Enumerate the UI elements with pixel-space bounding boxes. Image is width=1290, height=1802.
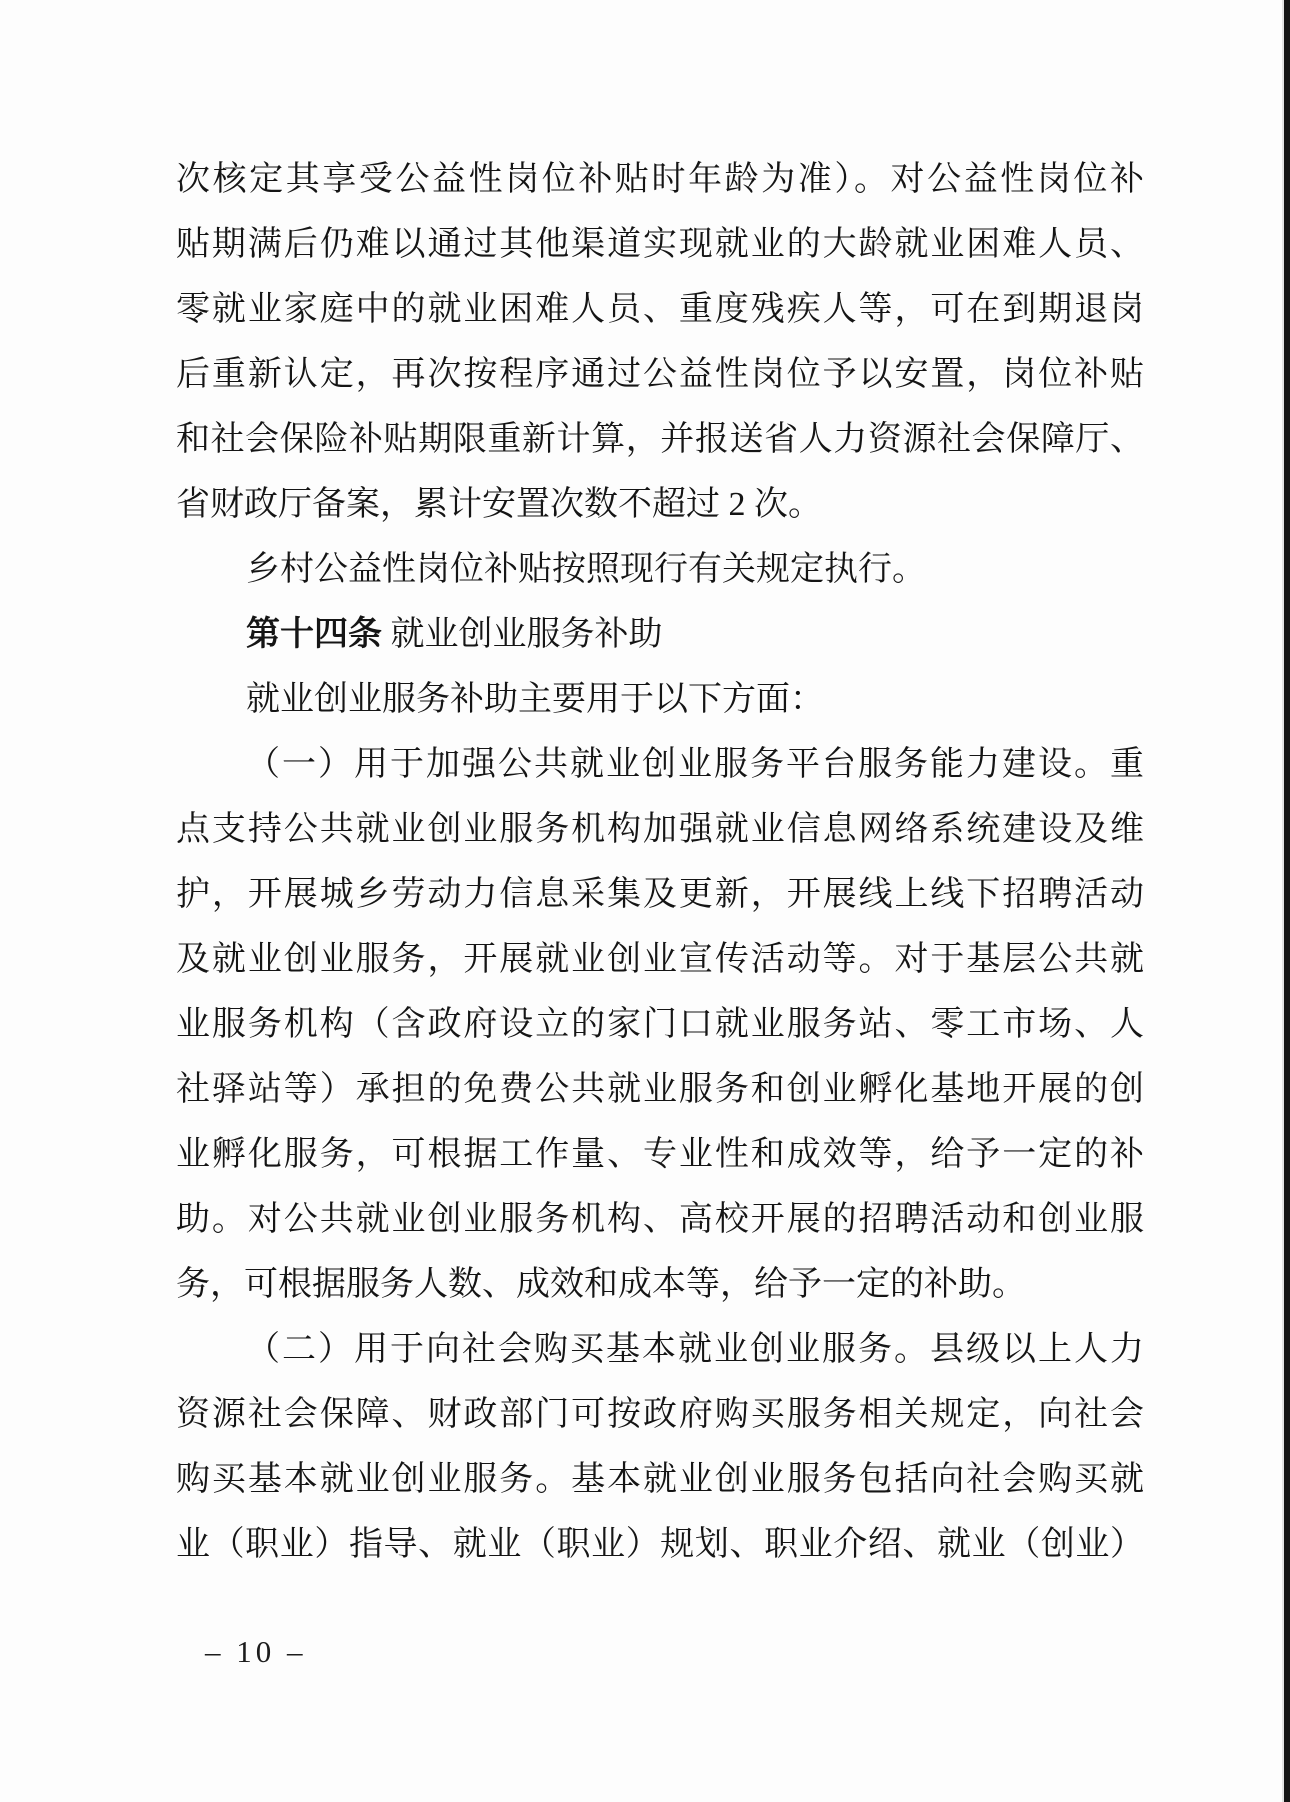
line-text: （一）用于加强公共就业创业服务平台服务能力建设。重 xyxy=(246,746,1144,783)
text-line xyxy=(176,1187,1144,1252)
text-line xyxy=(176,277,1144,342)
line-text: 就业创业服务补助 xyxy=(382,616,663,653)
line-text: 业服务机构（含政府设立的家门口就业服务站、零工市场、人 xyxy=(176,1006,1144,1043)
text-line xyxy=(176,732,1144,797)
line-text: 及就业创业服务，开展就业创业宣传活动等。对于基层公共就 xyxy=(176,941,1144,978)
text-line xyxy=(176,797,1144,862)
line-text: 省财政厅备案，累计安置次数不超过 2 次。 xyxy=(176,486,822,523)
line-text: 资源社会保障、财政部门可按政府购买服务相关规定，向社会 xyxy=(176,1396,1144,1433)
text-line xyxy=(176,147,1144,212)
line-text: 次核定其享受公益性岗位补贴时年龄为准）。对公益性岗位补 xyxy=(176,161,1144,198)
scan-edge-artifact xyxy=(1282,0,1290,1802)
line-text: 贴期满后仍难以通过其他渠道实现就业的大龄就业困难人员、 xyxy=(176,226,1144,263)
line-text: 购买基本就业创业服务。基本就业创业服务包括向社会购买就 xyxy=(176,1461,1144,1498)
text-line xyxy=(176,1512,1144,1577)
line-text: （二）用于向社会购买基本就业创业服务。县级以上人力 xyxy=(246,1331,1144,1368)
text-line xyxy=(176,1317,1144,1382)
text-line xyxy=(176,992,1144,1057)
text-line xyxy=(176,927,1144,992)
line-text: 业孵化服务，可根据工作量、专业性和成效等，给予一定的补 xyxy=(176,1136,1144,1173)
line-text: 护，开展城乡劳动力信息采集及更新，开展线上线下招聘活动 xyxy=(176,876,1144,913)
text-line xyxy=(176,1252,1144,1317)
line-text: 和社会保险补贴期限重新计算，并报送省人力资源社会保障厅、 xyxy=(176,421,1144,458)
text-line xyxy=(176,1382,1144,1447)
article-number: 第十四条 xyxy=(246,616,382,653)
text-line xyxy=(176,212,1144,277)
text-line xyxy=(176,407,1144,472)
page-number: – 10 – xyxy=(205,1634,307,1669)
line-text: 助。对公共就业创业服务机构、高校开展的招聘活动和创业服 xyxy=(176,1201,1144,1238)
line-text: 务，可根据服务人数、成效和成本等，给予一定的补助。 xyxy=(176,1266,1026,1303)
line-text: 后重新认定，再次按程序通过公益性岗位予以安置，岗位补贴 xyxy=(176,356,1144,393)
line-text: 零就业家庭中的就业困难人员、重度残疾人等，可在到期退岗 xyxy=(176,291,1144,328)
line-text: 社驿站等）承担的免费公共就业服务和创业孵化基地开展的创 xyxy=(176,1071,1144,1108)
text-line xyxy=(176,1447,1144,1512)
text-line xyxy=(176,667,1144,732)
line-text: 就业创业服务补助主要用于以下方面： xyxy=(246,681,824,718)
text-line xyxy=(176,537,1144,602)
text-line xyxy=(176,602,1144,667)
body-text-block xyxy=(176,147,1144,1577)
line-text: 乡村公益性岗位补贴按照现行有关规定执行。 xyxy=(246,551,926,588)
text-line xyxy=(176,342,1144,407)
text-line xyxy=(176,1057,1144,1122)
line-text: 业（职业）指导、就业（职业）规划、职业介绍、就业（创业） xyxy=(176,1526,1144,1563)
line-text: 点支持公共就业创业服务机构加强就业信息网络系统建设及维 xyxy=(176,811,1144,848)
text-line xyxy=(176,862,1144,927)
text-line xyxy=(176,472,1144,537)
text-line xyxy=(176,1122,1144,1187)
